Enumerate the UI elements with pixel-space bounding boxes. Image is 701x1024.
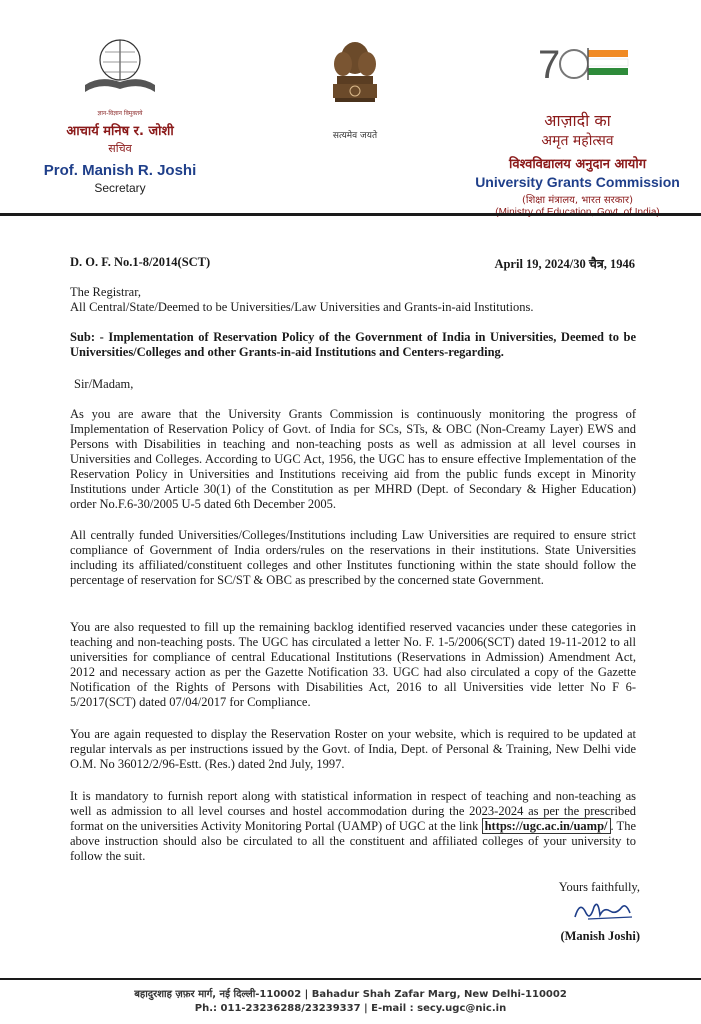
paragraph-4: You are again requested to display the Reservation Roster on your website, which is required to be updated at regular intervals as per instructions issued by the Govt. of India, Dept. of Personal & Training, New Delhi vide O.M. No 36012/2/96-Estt. (Res.) dated 2nd July, 1997. xyxy=(70,727,636,771)
addressee xyxy=(70,285,636,315)
national-emblem-block xyxy=(300,36,410,141)
azadi-ka-amrit-mahotsav-logo-icon xyxy=(518,30,638,102)
addressee-line-2: All Central/State/Deemed to be Universities/Law Universities and Grants-in-aid Institutions. xyxy=(70,300,534,314)
paragraph-2: All centrally funded Universities/Colleges/Institutions including Law Universities are required to ensure strict compliance of Government of India orders/rules on the reservations in their institutions. State Universities including its affiliated/constituent colleges and other Institutes functioning within the state should follow the percentage of reservation for SC/ST & OBC as prescribed by the concerned state Government. xyxy=(70,528,636,587)
handwritten-signature-icon xyxy=(570,895,640,925)
signature-block xyxy=(500,880,640,944)
secretary-name: Prof. Manish R. Joshi xyxy=(43,162,197,179)
paragraph-3: You are also requested to fill up the remaining backlog identified reserved vacancies under these categories in teaching and non-teaching posts. The UGC has circulated a letter No. F. 1-5/2006(SCT) dated 19-11-2012 to all universities for compliance of central Educational Institutions (Reservations in Admission) Amendment Act, 2012 and necessary action as per the Gazette Notification 33. UGC had also circulated a copy of the Gazette Notification of the Rights of Persons with Disabilities Act, 2016 to all Universities vide letter No F 6- 5/2017(SCT) dated 07/04/2017 for Compliance. xyxy=(70,620,636,709)
secretary-title: Secretary xyxy=(94,181,146,195)
ugc-name: University Grants Commission xyxy=(475,174,680,190)
ugc-book-logo-icon xyxy=(75,30,165,102)
paragraph-5-start: It is mandatory to furnish report along with statistical information in respect of teaching and non-teaching as well as admission to all level courses and hostel accommodation during the 2023-2024 as per the prescribed format on the universities Activity Monitoring Portal (UAMP) of UGC at the link xyxy=(70,789,636,833)
footer-contact: Ph.: 011-23236288/23239337 | E-mail : secy.ugc@nic.in xyxy=(194,1003,507,1014)
ashoka-emblem-icon xyxy=(325,36,385,121)
closing: Yours faithfully, xyxy=(558,880,640,894)
addressee-line-1: The Registrar, xyxy=(70,285,142,299)
secretary-title-hindi: सचिव xyxy=(108,142,132,155)
ugc-name-hindi: विश्वविद्यालय अनुदान आयोग xyxy=(508,157,647,172)
paragraph-5 xyxy=(70,789,636,864)
uamp-link[interactable]: https://ugc.ac.in/uamp/ xyxy=(482,818,611,834)
reference-number: D. O. F. No.1-8/2014(SCT) xyxy=(70,255,211,269)
svg-text:7: 7 xyxy=(537,43,560,87)
emblem-motto: सत्यमेव जयते xyxy=(332,131,378,141)
paragraph-5-end: . The above instruction should also be circulated to all the constituent and affiliated colleges of your university to follow the suit. xyxy=(70,819,636,863)
signatory-name: (Manish Joshi) xyxy=(560,929,640,943)
letter-date: April 19, 2024/30 चैत्र, 1946 xyxy=(494,257,635,271)
logo-motto: ज्ञान-विज्ञान विमुक्तये xyxy=(97,110,143,117)
ugc-block xyxy=(470,30,685,218)
header-divider xyxy=(0,213,701,216)
subject-label: Sub: - xyxy=(70,330,104,344)
footer-divider xyxy=(0,978,701,980)
secretary-block xyxy=(20,30,220,195)
ministry-hindi: (शिक्षा मंत्रालय, भारत सरकार) xyxy=(522,195,633,206)
subject-text: Implementation of Reservation Policy of the Government of India in Universities, Deemed to be Universities/Colleges and other Grants-in-aid Institutions and Centers-regarding. xyxy=(70,330,637,359)
salutation: Sir/Madam, xyxy=(74,377,134,391)
footer-address: बहादुरशाह ज़फ़र मार्ग, नई दिल्ली-110002 | Bahadur Shah Zafar Marg, New Delhi-110002 xyxy=(134,989,567,1000)
azadi-line-2: अमृत महोत्सव xyxy=(541,133,614,149)
secretary-name-hindi: आचार्य मनिष र. जोशी xyxy=(66,124,174,139)
azadi-line-1: आज़ादी का xyxy=(544,111,611,130)
subject xyxy=(70,330,636,360)
paragraph-1: As you are aware that the University Grants Commission is continuously monitoring the progress of Implementation of Reservation Policy of Govt. of India for SCs, STs, & OBC (Non-Creamy Layer) EWS and Persons with Disabilities in teaching and non-teaching posts as well as admission at all level courses in Universities and Colleges. According to UGC Act, 1956, the UGC has to ensure effective Implementation of the Reservation Policy in Universities and Institutions receiving aid from the public funds except in Minority Institutions under Article 30(1) of the Constitution as per MHRD (Dept. of Secondary & Higher Education) order No.F.6-30/2005 U-5 dated 6th December 2005. xyxy=(70,407,636,511)
